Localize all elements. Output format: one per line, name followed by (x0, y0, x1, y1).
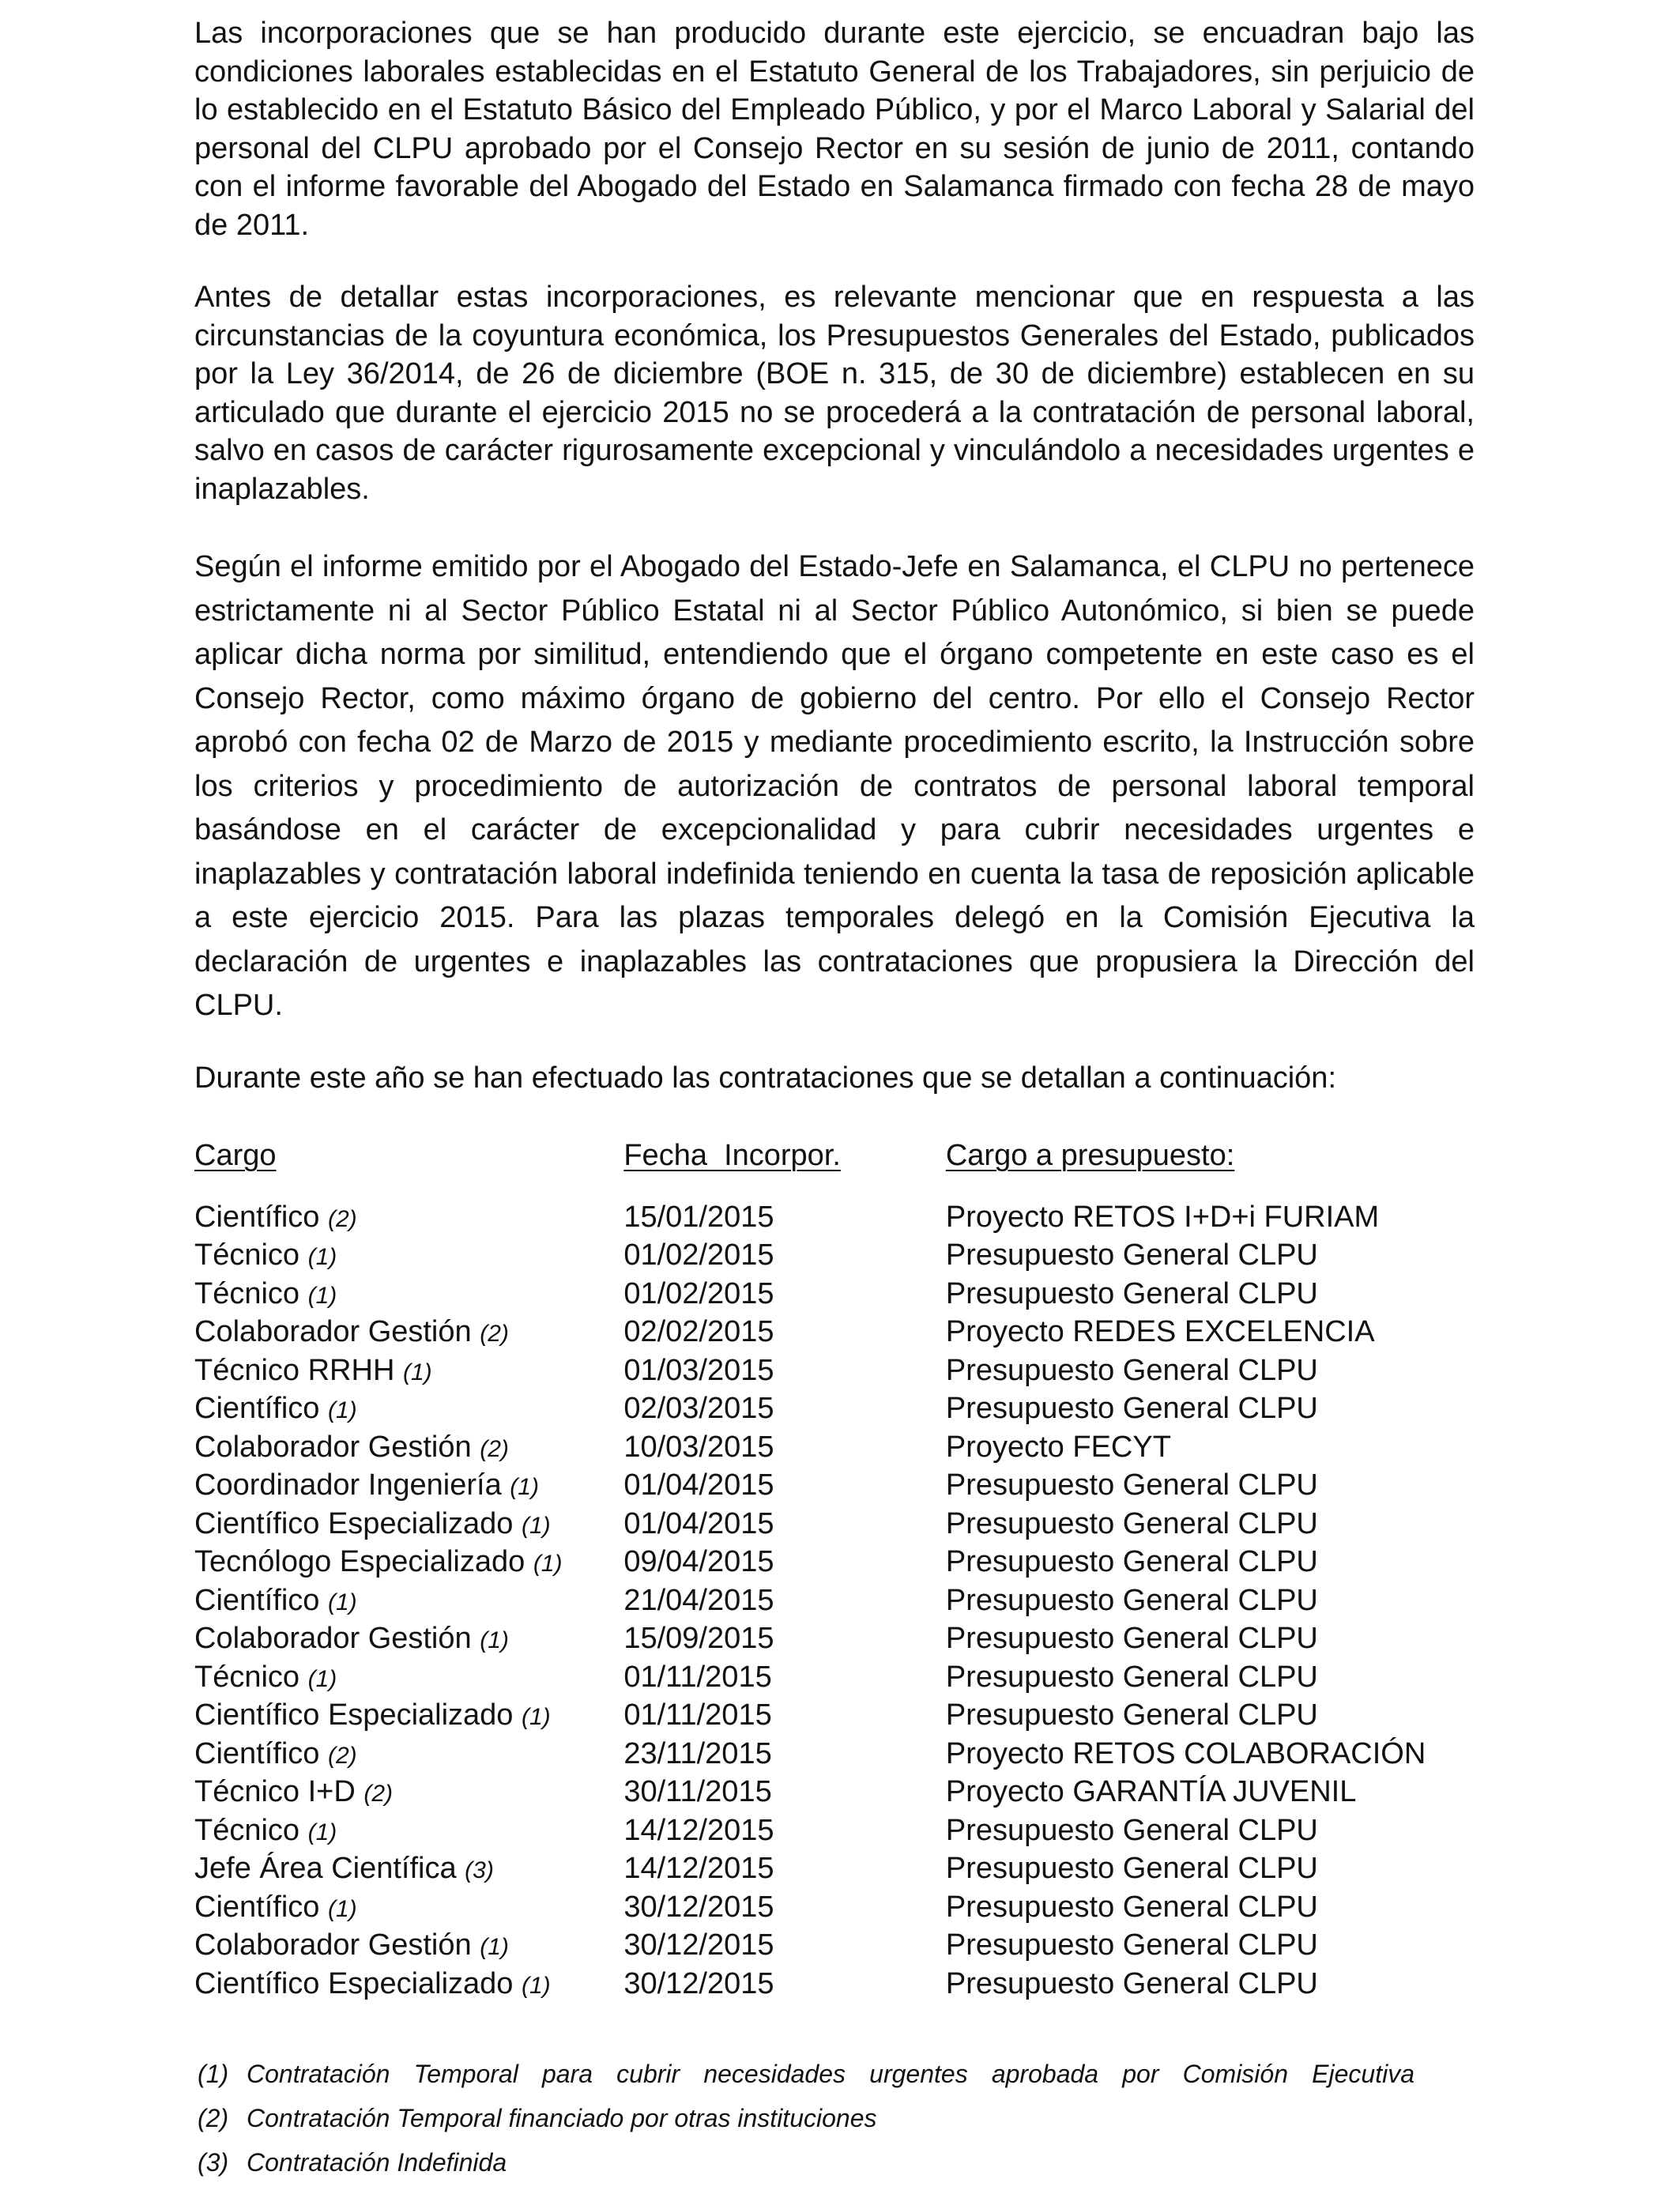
cargo-text: Científico (194, 1392, 320, 1425)
table-row (194, 1313, 1490, 1351)
cell-fecha: 14/12/2015 (623, 1852, 774, 1885)
cargo-note: (1) (522, 1972, 551, 1999)
table-row (194, 1965, 1490, 2004)
table-row (194, 1581, 1490, 1620)
table-row (194, 1658, 1490, 1697)
footnote-text: Contratación Indefinida (247, 2148, 507, 2177)
cell-presupuesto: Presupuesto General CLPU (945, 1698, 1318, 1732)
cell-cargo (194, 1466, 623, 1505)
cell-cargo (194, 1696, 623, 1735)
cargo-note: (1) (327, 1397, 357, 1423)
cell-cargo (194, 1926, 623, 1965)
cargo-note: (1) (522, 1512, 551, 1539)
cell-fecha: 30/11/2015 (623, 1775, 772, 1808)
cargo-text: Técnico (194, 1238, 300, 1272)
cargo-note: (1) (327, 1589, 357, 1615)
cell-cargo (194, 1275, 623, 1314)
table-row (194, 1236, 1490, 1275)
cargo-note: (1) (480, 1934, 509, 1960)
table-row (194, 1696, 1490, 1735)
cell-fecha: 02/02/2015 (623, 1315, 774, 1348)
table-row (194, 1198, 1490, 1237)
footnote-number: (2) (198, 2104, 229, 2132)
cell-fecha: 23/11/2015 (623, 1736, 772, 1770)
table-row (194, 1811, 1490, 1850)
cargo-text: Coordinador Ingeniería (194, 1468, 502, 1502)
table-row (194, 1466, 1490, 1505)
table-row (194, 1275, 1490, 1314)
paragraph-contrataciones-intro: Durante este año se han efectuado las contrataciones que se detallan a continuación: (194, 1061, 1337, 1095)
cargo-text: Técnico RRHH (194, 1353, 395, 1387)
cell-fecha: 01/02/2015 (623, 1276, 774, 1310)
paragraph-informe-abogado: Según el informe emitido por el Abogado del Estado-Jefe en Salamanca, el CLPU no pertenece estrictamente ni al Sector Público Estatal ni al Sector Público Autonómico, si bien se puede aplicar dicha norma por similitud, entendiendo que el órgano competente en este caso es el Consejo Rector, como máximo órgano de gobierno del centro. Por ello el Consejo Rector aprobó con fecha 02 de Marzo de 2015 y mediante procedimiento escrito, la Instrucción sobre los criterios y procedimiento de autorización de contratos de personal laboral temporal basándose en el carácter de excepcionalidad y para cubrir necesidades urgentes e inaplazables y contratación laboral indefinida teniendo en cuenta la tasa de reposición aplicable a este ejercicio 2015. Para las plazas temporales delegó en la Comisión Ejecutiva la declaración de urgentes e inaplazables las contrataciones que propusiera la Dirección del CLPU. (194, 550, 1475, 1022)
cell-presupuesto: Proyecto FECYT (945, 1430, 1171, 1464)
cell-fecha: 30/12/2015 (623, 1966, 774, 2000)
cargo-text: Colaborador Gestión (194, 1315, 472, 1348)
paragraph-incorporaciones: Las incorporaciones que se han producido durante este ejercicio, se encuadran bajo las condiciones laborales establecidas en el Estatuto General de los Trabajadores, sin perjuicio de lo establecido en el Estatuto Básico del Empleado Público, y por el Marco Laboral y Salarial del personal del CLPU aprobado por el Consejo Rector en su sesión de junio de 2011, contando con el informe favorable del Abogado del Estado en Salamanca firmado con fecha 28 de mayo de 2011. (194, 17, 1475, 242)
cell-presupuesto: Proyecto RETOS COLABORACIÓN (945, 1736, 1426, 1770)
footnote-number: (3) (198, 2148, 229, 2177)
cell-fecha: 30/12/2015 (623, 1890, 774, 1924)
cell-cargo (194, 1735, 623, 1774)
table-row (194, 1735, 1490, 1774)
cell-cargo (194, 1849, 623, 1888)
cargo-note: (1) (307, 1244, 337, 1270)
cell-cargo (194, 1619, 623, 1658)
cargo-note: (1) (307, 1282, 337, 1309)
table-row (194, 1351, 1490, 1390)
cell-presupuesto: Presupuesto General CLPU (945, 1353, 1318, 1387)
header-presupuesto: Cargo a presupuesto: (945, 1139, 1235, 1172)
cell-cargo (194, 1428, 623, 1467)
cell-cargo (194, 1198, 623, 1237)
cell-presupuesto: Presupuesto General CLPU (945, 1238, 1318, 1272)
cell-cargo (194, 1505, 623, 1544)
cell-fecha: 14/12/2015 (623, 1813, 774, 1847)
table-row (194, 1619, 1490, 1658)
cell-fecha: 10/03/2015 (623, 1430, 774, 1464)
cargo-note: (1) (402, 1359, 432, 1385)
cell-presupuesto: Proyecto GARANTÍA JUVENIL (945, 1775, 1357, 1808)
table-row (194, 1888, 1490, 1927)
cell-fecha: 01/03/2015 (623, 1353, 774, 1387)
cargo-text: Científico (194, 1736, 320, 1770)
cell-presupuesto: Presupuesto General CLPU (945, 1506, 1318, 1540)
cell-cargo (194, 1351, 623, 1390)
table-row (194, 1926, 1490, 1965)
cargo-text: Técnico (194, 1660, 300, 1694)
cell-cargo (194, 1773, 623, 1811)
cargo-text: Jefe Área Científica (194, 1852, 457, 1885)
cell-cargo (194, 1236, 623, 1275)
cargo-text: Colaborador Gestión (194, 1430, 472, 1464)
footnote-1 (198, 2058, 1414, 2090)
cell-fecha: 01/02/2015 (623, 1238, 774, 1272)
cell-presupuesto: Presupuesto General CLPU (945, 1583, 1318, 1617)
cargo-note: (2) (480, 1321, 509, 1347)
cargo-text: Colaborador Gestión (194, 1928, 472, 1962)
footnote-text: Contratación Temporal para cubrir necesidades urgentes aprobada por Comisión Ejecutiva (247, 2060, 1414, 2088)
cell-cargo (194, 1965, 623, 2004)
cargo-note: (1) (510, 1474, 539, 1500)
table-row (194, 1428, 1490, 1467)
cell-cargo (194, 1888, 623, 1927)
cell-cargo (194, 1581, 623, 1620)
table-row (194, 1389, 1490, 1428)
cargo-text: Científico (194, 1890, 320, 1924)
cell-cargo (194, 1313, 623, 1351)
cell-presupuesto: Presupuesto General CLPU (945, 1928, 1318, 1962)
cell-cargo (194, 1543, 623, 1581)
table-row (194, 1849, 1490, 1888)
header-cargo: Cargo (194, 1139, 277, 1172)
cell-fecha: 01/04/2015 (623, 1468, 774, 1502)
cargo-note: (1) (327, 1895, 357, 1922)
cell-presupuesto: Presupuesto General CLPU (945, 1392, 1318, 1425)
cell-presupuesto: Presupuesto General CLPU (945, 1622, 1318, 1655)
cargo-text: Técnico (194, 1813, 300, 1847)
table-row (194, 1543, 1490, 1581)
cell-fecha: 09/04/2015 (623, 1545, 774, 1578)
cargo-note: (2) (327, 1742, 357, 1769)
cargo-text: Científico Especializado (194, 1698, 514, 1732)
cell-cargo (194, 1658, 623, 1697)
cargo-note: (1) (480, 1627, 509, 1653)
cell-cargo (194, 1389, 623, 1428)
cell-fecha: 01/11/2015 (623, 1660, 772, 1694)
cargo-note: (2) (480, 1435, 509, 1462)
cargo-text: Científico Especializado (194, 1966, 514, 2000)
cell-presupuesto: Presupuesto General CLPU (945, 1813, 1318, 1847)
table-header-row (194, 1137, 1490, 1175)
cargo-text: Científico (194, 1200, 320, 1234)
cell-presupuesto: Presupuesto General CLPU (945, 1468, 1318, 1502)
table-row (194, 1505, 1490, 1544)
cargo-note: (2) (327, 1205, 357, 1232)
cell-fecha: 21/04/2015 (623, 1583, 774, 1617)
cell-presupuesto: Proyecto REDES EXCELENCIA (945, 1315, 1375, 1348)
contrataciones-table (194, 1137, 1490, 2003)
cargo-text: Tecnólogo Especializado (194, 1545, 525, 1578)
cargo-text: Científico Especializado (194, 1506, 514, 1540)
paragraph-presupuestos: Antes de detallar estas incorporaciones, es relevante mencionar que en respuesta a las circunstancias de la coyuntura económica, los Presupuestos Generales del Estado, publicados por la Ley 36/2014, de 26 de diciembre (BOE n. 315, de 30 de diciembre) establecen en su articulado que durante el ejercicio 2015 no se procederá a la contratación de personal laboral, salvo en casos de carácter rigurosamente excepcional y vinculándolo a necesidades urgentes e inaplazables. (194, 281, 1475, 506)
cargo-note: (1) (307, 1819, 337, 1845)
cell-fecha: 01/04/2015 (623, 1506, 774, 1540)
cargo-text: Técnico (194, 1276, 300, 1310)
cargo-text: Científico (194, 1583, 320, 1617)
cell-presupuesto: Presupuesto General CLPU (945, 1660, 1318, 1694)
cell-cargo (194, 1811, 623, 1850)
cell-fecha: 15/01/2015 (623, 1200, 774, 1234)
cargo-note: (3) (465, 1857, 494, 1883)
table-row (194, 1773, 1490, 1811)
cargo-note: (1) (522, 1704, 551, 1730)
cell-presupuesto: Proyecto RETOS I+D+i FURIAM (945, 1200, 1380, 1234)
footnote-2 (198, 2102, 1414, 2134)
cargo-text: Colaborador Gestión (194, 1622, 472, 1655)
cargo-text: Técnico I+D (194, 1775, 356, 1808)
cargo-note: (1) (307, 1665, 337, 1692)
cell-presupuesto: Presupuesto General CLPU (945, 1966, 1318, 2000)
cell-presupuesto: Presupuesto General CLPU (945, 1852, 1318, 1885)
footnote-text: Contratación Temporal financiado por otras instituciones (247, 2104, 877, 2132)
cell-presupuesto: Presupuesto General CLPU (945, 1276, 1318, 1310)
cell-presupuesto: Presupuesto General CLPU (945, 1545, 1318, 1578)
cell-fecha: 02/03/2015 (623, 1392, 774, 1425)
cargo-note: (1) (533, 1551, 563, 1577)
table-body (194, 1198, 1490, 2004)
cargo-note: (2) (363, 1781, 394, 1807)
footnote-3 (198, 2147, 1414, 2178)
footnote-number: (1) (198, 2060, 229, 2088)
cell-fecha: 01/11/2015 (623, 1698, 772, 1732)
cell-fecha: 15/09/2015 (623, 1622, 774, 1655)
cell-presupuesto: Presupuesto General CLPU (945, 1890, 1318, 1924)
cell-fecha: 30/12/2015 (623, 1928, 774, 1962)
header-fecha: Fecha Incorpor. (623, 1139, 841, 1172)
